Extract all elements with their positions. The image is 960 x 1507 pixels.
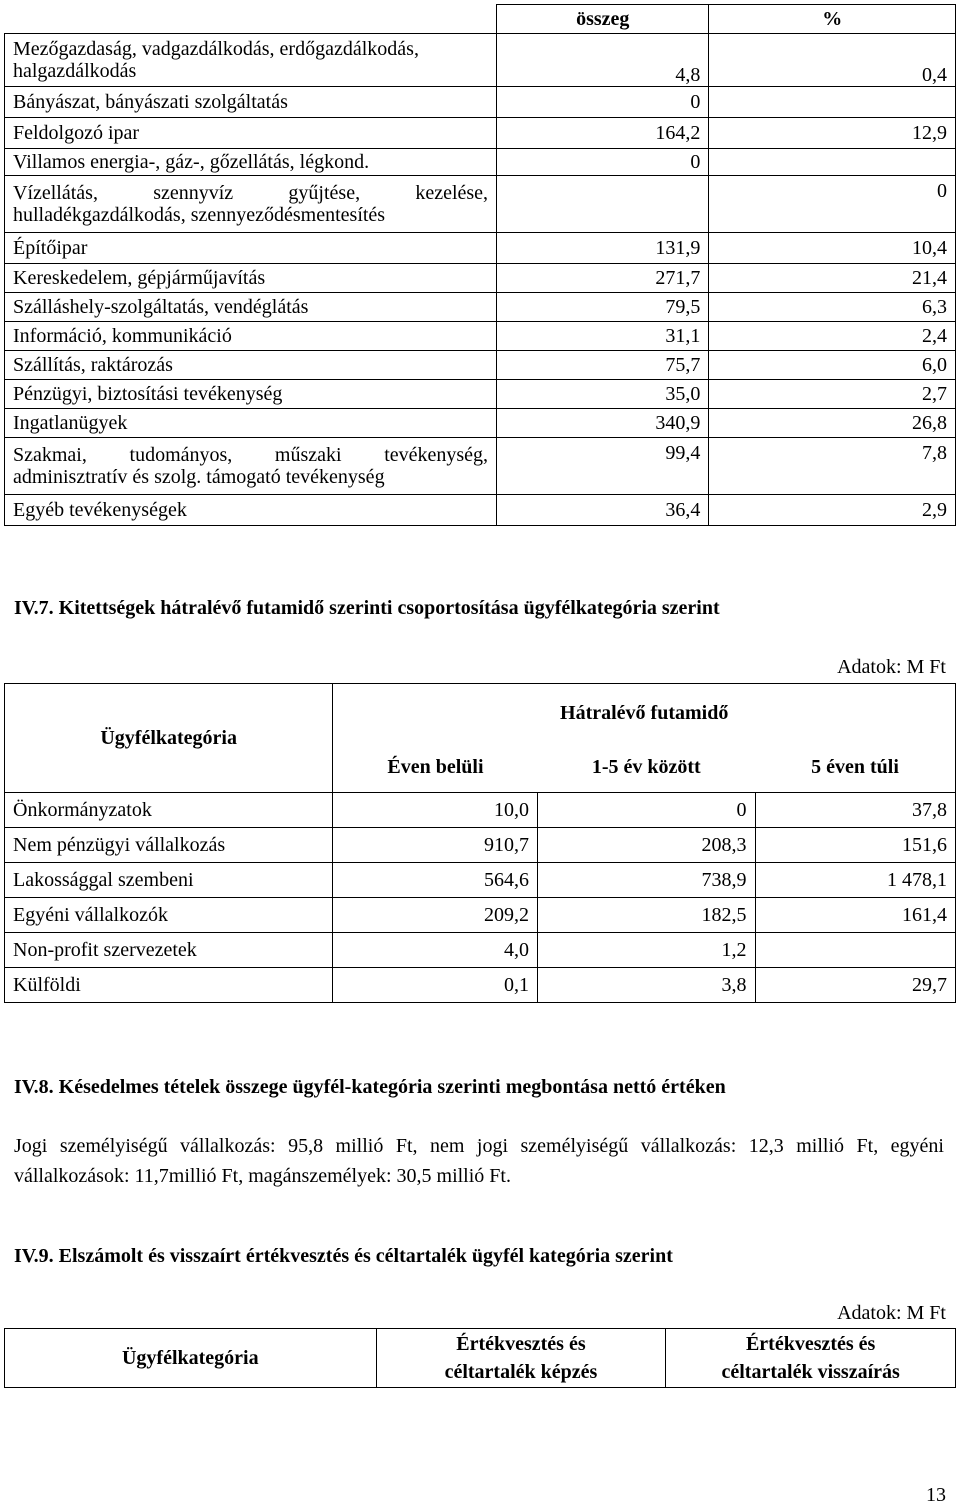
table-row — [5, 293, 956, 322]
col-provision-created — [376, 1329, 666, 1388]
table-row — [5, 933, 956, 968]
table-row — [5, 118, 956, 149]
row-amount: 340,9 — [497, 409, 709, 438]
row-amount — [497, 176, 709, 233]
row-label: Nem pénzügyi vállalkozás — [5, 828, 333, 863]
row-label: Külföldi — [5, 968, 333, 1003]
row-label: Lakossággal szembeni — [5, 863, 333, 898]
percent-header: % — [709, 5, 956, 34]
section-title-iv7: IV.7. Kitettségek hátralévő futamidő szerinti csoportosítása ügyfélkategória szerint — [14, 597, 720, 619]
row-value: 910,7 — [333, 828, 538, 863]
row-value: 37,8 — [755, 793, 955, 828]
col-within-year: Éven belüli — [333, 743, 538, 792]
sector-table — [4, 4, 956, 526]
table-row — [5, 233, 956, 264]
row-percent: 2,9 — [709, 495, 956, 526]
table-row — [5, 495, 956, 526]
row-label: Non-profit szervezetek — [5, 933, 333, 968]
row-percent: 6,3 — [709, 293, 956, 322]
row-label: Szálláshely-szolgáltatás, vendéglátás — [5, 293, 497, 322]
row-percent: 2,4 — [709, 322, 956, 351]
row-amount: 31,1 — [497, 322, 709, 351]
unit-label: Adatok: M Ft — [837, 1302, 946, 1324]
row-label: Egyéni vállalkozók — [5, 898, 333, 933]
row-percent — [709, 149, 956, 176]
row-value: 4,0 — [333, 933, 538, 968]
table-row — [5, 968, 956, 1003]
row-label: Információ, kommunikáció — [5, 322, 497, 351]
maturity-table-header — [5, 684, 956, 744]
row-label: Villamos energia-, gáz-, gőzellátás, légkond. — [5, 149, 497, 176]
row-amount: 131,9 — [497, 233, 709, 264]
section-title-iv8: IV.8. Késedelmes tételek összege ügyfél-kategória szerinti megbontása nettó értéken — [14, 1076, 726, 1098]
table-row — [5, 87, 956, 118]
row-percent: 21,4 — [709, 264, 956, 293]
col-provision-created-line2: céltartalék képzés — [444, 1361, 598, 1383]
row-value: 151,6 — [755, 828, 955, 863]
impairment-table-header — [5, 1329, 956, 1388]
row-amount: 0 — [497, 149, 709, 176]
row-amount: 79,5 — [497, 293, 709, 322]
row-percent: 6,0 — [709, 351, 956, 380]
row-amount: 35,0 — [497, 380, 709, 409]
table-row — [5, 438, 956, 495]
row-value: 161,4 — [755, 898, 955, 933]
unit-label: Adatok: M Ft — [837, 656, 946, 678]
table-row — [5, 176, 956, 233]
row-label: Szakmai, tudományos, műszaki tevékenység, adminisztratív és szolg. támogató tevékenység — [5, 438, 497, 495]
table-row — [5, 409, 956, 438]
row-percent: 10,4 — [709, 233, 956, 264]
maturity-header: Hátralévő futamidő — [333, 684, 956, 744]
col-provision-reversed — [666, 1329, 956, 1388]
row-percent: 7,8 — [709, 438, 956, 495]
row-percent — [709, 87, 956, 118]
row-label: Feldolgozó ipar — [5, 118, 497, 149]
row-label: Kereskedelem, gépjárműjavítás — [5, 264, 497, 293]
row-value: 0 — [538, 793, 755, 828]
amount-header: összeg — [497, 5, 709, 34]
table-row — [5, 264, 956, 293]
row-label: Bányászat, bányászati szolgáltatás — [5, 87, 497, 118]
row-label: Önkormányzatok — [5, 793, 333, 828]
col-provision-created-line1: Értékvesztés és — [456, 1333, 586, 1355]
row-label: Építőipar — [5, 233, 497, 264]
table-row — [5, 793, 956, 828]
row-percent: 0,4 — [709, 34, 956, 87]
table-row — [5, 149, 956, 176]
row-value: 0,1 — [333, 968, 538, 1003]
row-label: Pénzügyi, biztosítási tevékenység — [5, 380, 497, 409]
row-label: Mezőgazdaság, vadgazdálkodás, erdőgazdálkodás, halgazdálkodás — [5, 34, 497, 87]
row-amount: 36,4 — [497, 495, 709, 526]
table-row — [5, 828, 956, 863]
row-amount: 99,4 — [497, 438, 709, 495]
row-percent: 26,8 — [709, 409, 956, 438]
col-provision-reversed-line1: Értékvesztés és — [745, 1333, 876, 1355]
category-header: Ügyfélkategória — [5, 684, 333, 793]
maturity-table — [4, 683, 956, 1003]
category-header: Ügyfélkategória — [5, 1329, 377, 1388]
row-label: Vízellátás, szennyvíz gyűjtése, kezelése, hulladékgazdálkodás, szennyeződésmentesítés — [5, 176, 497, 233]
row-amount: 164,2 — [497, 118, 709, 149]
page-number: 13 — [926, 1484, 946, 1506]
impairment-table — [4, 1328, 956, 1388]
row-value: 3,8 — [538, 968, 755, 1003]
table-row — [5, 898, 956, 933]
col-1-5-years: 1-5 év között — [538, 743, 755, 792]
row-amount: 75,7 — [497, 351, 709, 380]
row-amount: 4,8 — [497, 34, 709, 87]
row-percent: 12,9 — [709, 118, 956, 149]
row-value: 564,6 — [333, 863, 538, 898]
table-row — [5, 863, 956, 898]
row-amount: 271,7 — [497, 264, 709, 293]
row-percent: 2,7 — [709, 380, 956, 409]
row-value: 29,7 — [755, 968, 955, 1003]
table-row — [5, 380, 956, 409]
row-amount: 0 — [497, 87, 709, 118]
row-value: 1,2 — [538, 933, 755, 968]
late-items-text: Jogi személyiségű vállalkozás: 95,8 millió Ft, nem jogi személyiségű vállalkozás: 12,3 millió Ft, egyéni vállalkozások: 11,7millió Ft, magánszemélyek: 30,5 millió Ft. — [14, 1135, 944, 1187]
table-row — [5, 34, 956, 87]
row-value: 10,0 — [333, 793, 538, 828]
row-label: Ingatlanügyek — [5, 409, 497, 438]
section-title-iv9: IV.9. Elszámolt és visszaírt értékvesztés és céltartalék ügyfél kategória szerint — [14, 1245, 673, 1267]
row-percent: 0 — [709, 176, 956, 233]
row-value: 209,2 — [333, 898, 538, 933]
col-over-5-years: 5 éven túli — [755, 743, 955, 792]
row-value: 1 478,1 — [755, 863, 955, 898]
table-row — [5, 351, 956, 380]
col-provision-reversed-line2: céltartalék visszaírás — [721, 1361, 900, 1383]
row-value — [755, 933, 955, 968]
row-label: Szállítás, raktározás — [5, 351, 497, 380]
row-value: 182,5 — [538, 898, 755, 933]
row-value: 208,3 — [538, 828, 755, 863]
row-label: Egyéb tevékenységek — [5, 495, 497, 526]
row-value: 738,9 — [538, 863, 755, 898]
sector-table-header — [5, 5, 956, 34]
table-row — [5, 322, 956, 351]
